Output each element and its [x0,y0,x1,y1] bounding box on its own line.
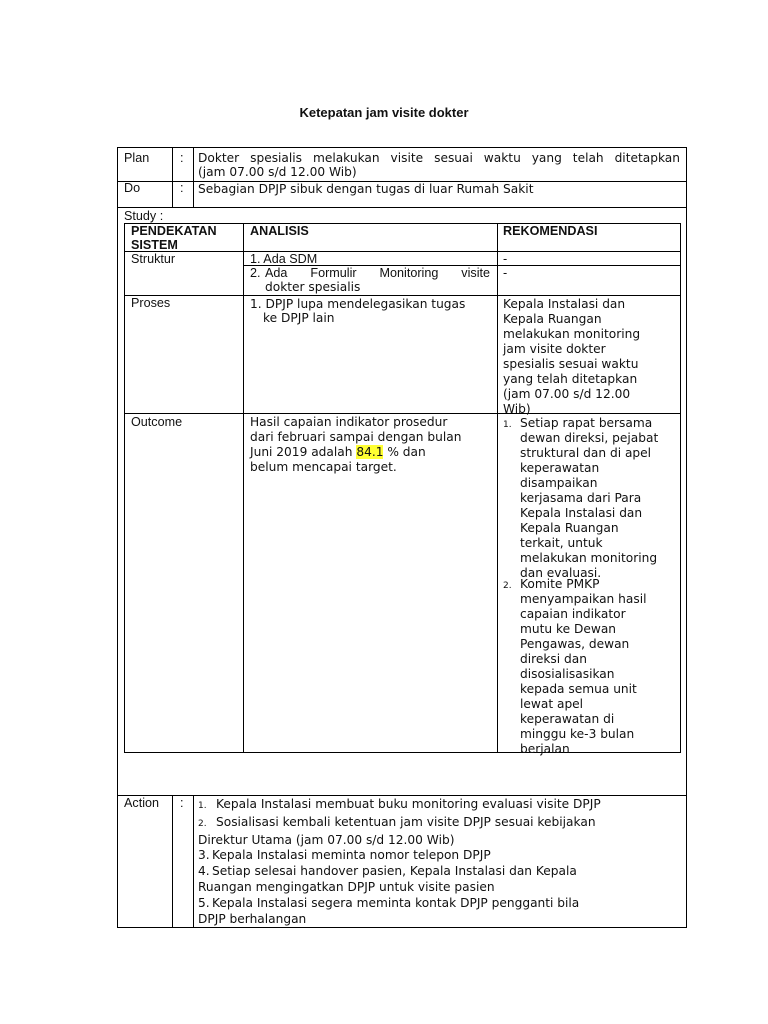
proses-analisis-line2: ke DPJP lain [263,311,335,325]
struktur-item2-line2: dokter spesialis [265,280,361,294]
action-item: Direktur Utama (jam 07.00 s/d 12.00 Wib) [198,832,455,847]
do-colon: : [180,181,184,195]
action-item: 1. Kepala Instalasi membuat buku monitoring evaluasi visite DPJP [198,797,601,811]
struktur-item1-rek: - [503,252,508,266]
action-colon: : [180,796,184,810]
action-item: 2. Sosialisasi kembali ketentuan jam visite DPJP sesuai kebijakan [198,814,596,829]
outcome-analisis: Hasil capaian indikator prosedur dari februari sampai dengan bulan Juni 2019 adalah 84.1 % dan belum mencapai target. [250,415,462,474]
outcome-value-highlight: 84.1 [356,445,384,459]
study-label: Study : [124,209,164,223]
plan-label: Plan [124,151,150,165]
struktur-item2-line1: Ada Formulir Monitoring visite [265,266,490,280]
action-item: 4. Setiap selesai handover pasien, Kepala Instalasi dan Kepala [198,864,577,879]
plan-text-line1: Dokter spesialis melakukan visite sesuai waktu yang telah ditetapkan [198,151,680,165]
action-item: DPJP berhalangan [198,911,307,926]
struktur-item1: 1. Ada SDM [250,252,318,266]
plan-colon: : [180,151,184,165]
proses-rekomendasi: Kepala Instalasi dan Kepala Ruangan melakukan monitoring jam visite dokter spesialis sesuai waktu yang telah ditetapkan (jam 07.00 s/d 12.00 Wib) [503,297,641,416]
header-rekomendasi: REKOMENDASI [503,224,598,238]
action-list [198,797,601,927]
struktur-item2-rek: - [503,266,508,280]
do-label: Do [124,181,141,195]
action-item: Ruangan mengingatkan DPJP untuk visite pasien [198,879,495,894]
struktur-item2-num: 2. [250,266,261,280]
struktur-label: Struktur [131,252,176,266]
action-item: 5. Kepala Instalasi segera meminta kontak DPJP pengganti bila [198,895,580,910]
action-label: Action [124,796,160,810]
outcome-label: Outcome [131,415,183,429]
proses-analisis-line1: 1. DPJP lupa mendelegasikan tugas [250,297,466,311]
document-title: Ketepatan jam visite dokter [299,105,469,120]
proses-label: Proses [131,296,171,310]
do-text: Sebagian DPJP sibuk dengan tugas di luar Rumah Sakit [198,182,534,196]
action-item: 3. Kepala Instalasi meminta nomor telepon DPJP [198,848,491,863]
header-analisis: ANALISIS [250,224,309,238]
header-pendekatan: PENDEKATAN SISTEM [131,224,217,252]
plan-text-line2: (jam 07.00 s/d 12.00 Wib) [198,165,357,179]
